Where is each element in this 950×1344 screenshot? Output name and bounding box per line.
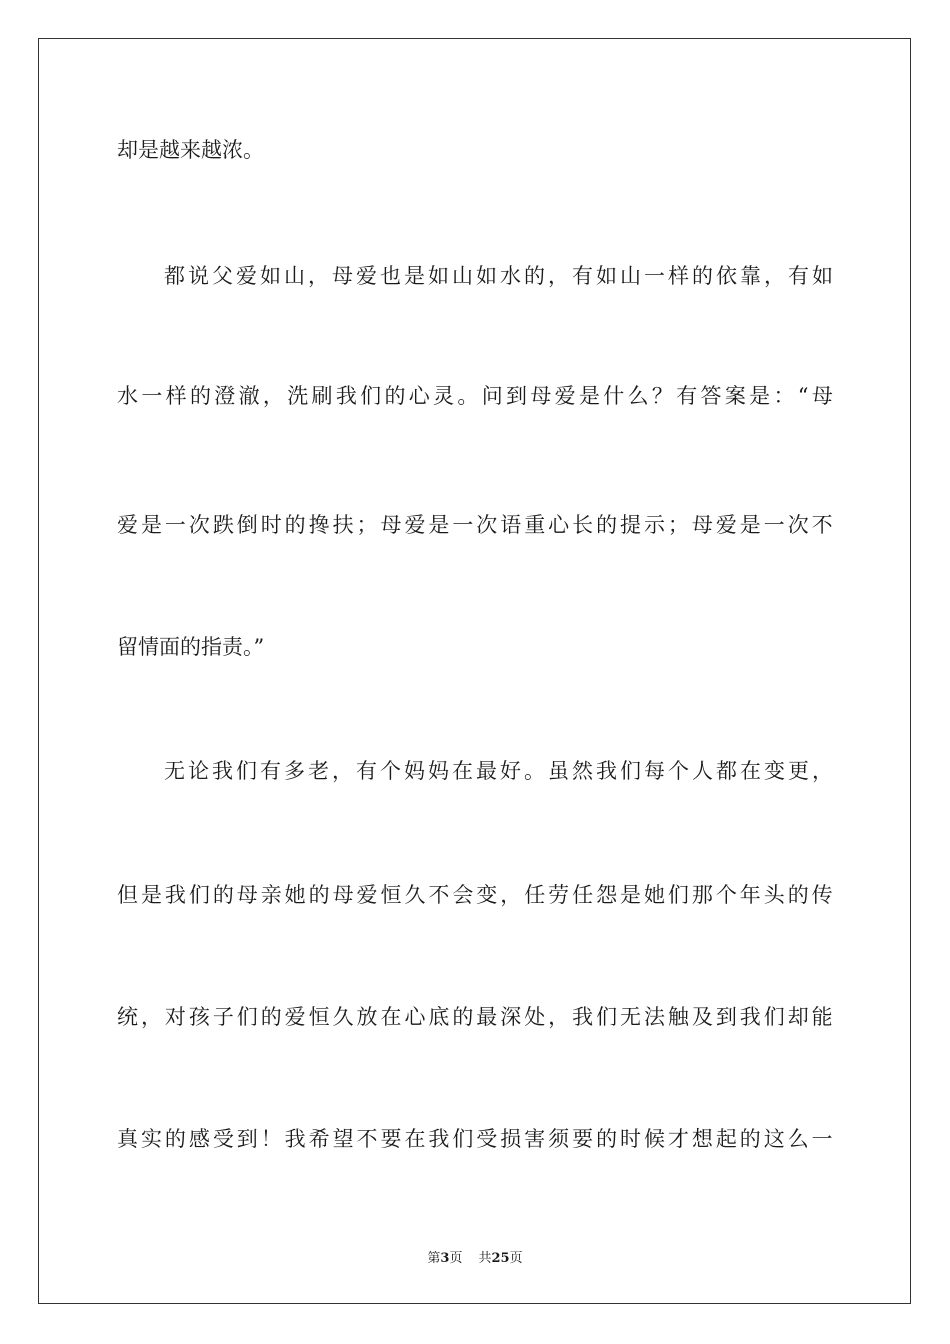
footer-total-number: 25 bbox=[491, 1251, 510, 1266]
body-line-2: 都 说 父 爱 如 山 ， 母 爱 也 是 如 山 如 水 的 ， 有 如 山 一 样 的 依 靠 ， 有 如 bbox=[164, 264, 833, 288]
body-line-8: 统 ， 对 孩 子 们 的 爱 恒 久 放 在 心 底 的 最 深 处 ， 我 们 无 法 触 及 到 我 们 却 能 bbox=[117, 1005, 833, 1029]
footer-page-prefix: 第 bbox=[427, 1251, 441, 1266]
body-line-9: 真 实 的 感 受 到 ！ 我 希 望 不 要 在 我 们 受 损 害 须 要 的 时 候 才 想 起 的 这 么 一 bbox=[117, 1127, 833, 1151]
body-line-7: 但 是 我 们 的 母 亲 她 的 母 爱 恒 久 不 会 变 ， 任 劳 任 怨 是 她 们 那 个 年 头 的 传 bbox=[117, 883, 833, 907]
body-line-5: 留情面的指责。” bbox=[117, 635, 265, 659]
body-line-6: 无 论 我 们 有 多 老 ， 有 个 妈 妈 在 最 好 。 虽 然 我 们 每 个 人 都 在 变 更 ， bbox=[164, 759, 833, 783]
footer-page-number: 3 bbox=[440, 1251, 450, 1266]
body-line-3: 水 一 样 的 澄 澈 ， 洗 刷 我 们 的 心 灵 。 问 到 母 爱 是 什 么 ？ 有 答 案 是 ： “ 母 bbox=[117, 384, 833, 408]
page-border bbox=[38, 38, 911, 1304]
footer-page-suffix: 页 bbox=[449, 1251, 463, 1266]
page-footer bbox=[0, 1247, 950, 1266]
footer-total-suffix: 页 bbox=[509, 1251, 523, 1266]
body-line-1: 却是越来越浓。 bbox=[117, 138, 264, 162]
footer-total-prefix: 共 bbox=[478, 1251, 492, 1266]
body-line-4: 爱 是 一 次 跌 倒 时 的 搀 扶 ； 母 爱 是 一 次 语 重 心 长 的 提 示 ； 母 爱 是 一 次 不 bbox=[117, 513, 833, 537]
